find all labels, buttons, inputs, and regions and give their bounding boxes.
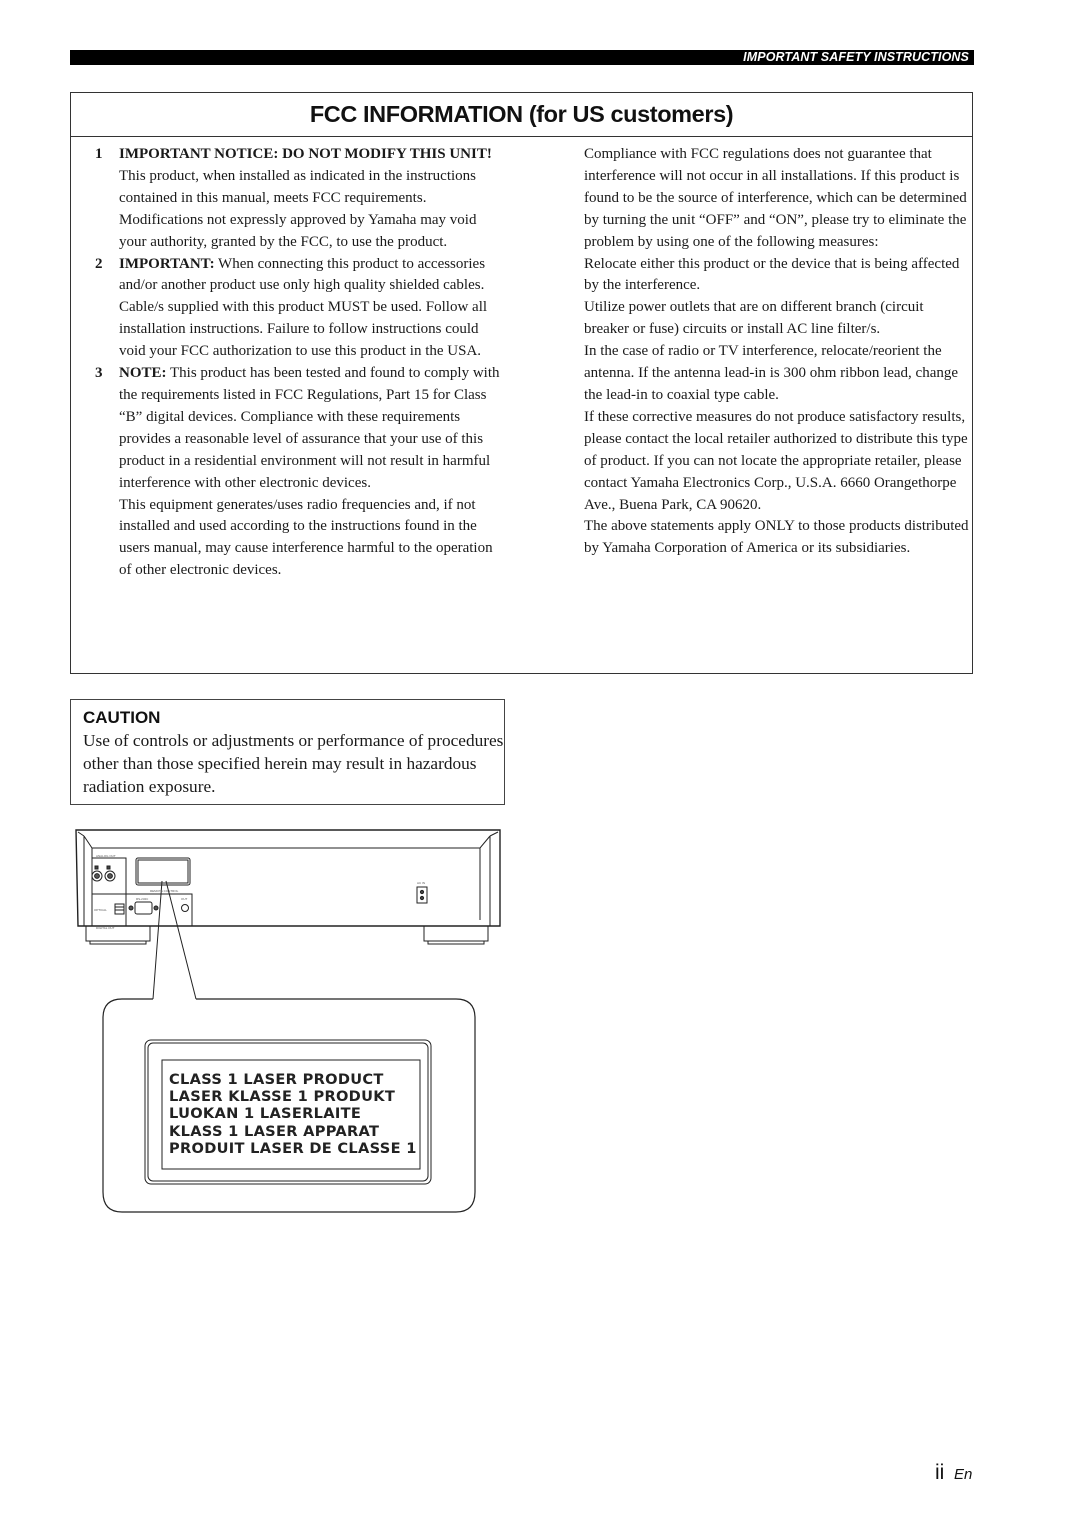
foot-right — [424, 926, 488, 944]
ac-in-pin-bottom — [420, 896, 423, 899]
analog-out-jack-l-inner — [95, 874, 100, 879]
rs232c-port — [135, 902, 152, 914]
label-rs232c: RS-232C — [136, 897, 149, 901]
rear-panel-diagram — [70, 828, 510, 1218]
analog-out-indicator-l — [95, 866, 98, 869]
laser-label-line: PRODUIT LASER DE CLASSE 1 — [169, 1139, 417, 1157]
laser-label-small-outer — [136, 858, 190, 885]
fcc-paragraph: Compliance with FCC regulations does not guarantee that interference will not occur in all installations. If this product is found to be the source of interference, which can be determined by turning the unit “OFF” and “ON”, please try to eliminate the problem by using one of the following measures: — [584, 146, 967, 250]
item-extra-text: This equipment generates/uses radio frequencies and, if not installed and used according to the instructions found in the users manual, may cause interference harmful to the operation of other electronic devices. — [119, 496, 493, 579]
ac-in-socket — [417, 887, 427, 903]
label-out: OUT — [181, 897, 188, 901]
item-number: 2 — [95, 255, 103, 272]
analog-out-jack-r-inner — [108, 874, 113, 879]
label-remote-control: REMOTE CONTROL — [150, 889, 179, 893]
chassis-outline — [76, 830, 500, 926]
label-optical: OPTICAL — [94, 908, 107, 912]
label-ac-in: AC IN — [417, 881, 426, 885]
item-number: 3 — [95, 365, 103, 382]
label-analog-out: ANALOG OUT — [96, 854, 116, 858]
remote-out-jack — [182, 905, 189, 912]
page-number: ii — [935, 1461, 945, 1484]
item-body-text: This product, when installed as indicated in the instructions contained in this manual, meets FCC requirements. Modifications not expressly approved by Yamaha may void your authority, granted by the FCC, to use the product. — [119, 167, 477, 250]
analog-out-indicator-r — [107, 866, 110, 869]
optical-port — [115, 904, 124, 914]
laser-label-line: LUOKAN 1 LASERLAITE — [169, 1105, 362, 1123]
fcc-paragraph: The above statements apply ONLY to those products distributed by Yamaha Corporation of America or its subsidiaries. — [584, 518, 969, 557]
laser-label-line: CLASS 1 LASER PRODUCT — [169, 1071, 384, 1088]
fcc-paragraph: Utilize power outlets that are on different branch (circuit breaker or fuse) circuits or install AC line filter/s. — [584, 299, 924, 338]
item-heading: NOTE: — [119, 365, 167, 382]
callout-leader-left — [153, 881, 162, 999]
item-body-text: When connecting this product to accessories and/or another product use only high quality shielded cables. Cable/s supplied with this product MUST be used. Follow all installation instructions. Failure to follow instructions could void your FCC authorization to use this product in the USA. — [119, 255, 488, 360]
rs232c-screw-l — [129, 906, 133, 910]
item-heading: IMPORTANT NOTICE: DO NOT MODIFY THIS UNIT! — [119, 146, 492, 162]
section-label: IMPORTANT SAFETY INSTRUCTIONS — [743, 50, 969, 64]
caution-text: Use of controls or adjustments or performance of procedures other than those specified herein may result in hazardous radiation exposure. — [83, 731, 504, 796]
caution-title: CAUTION — [83, 708, 161, 727]
fcc-title: FCC INFORMATION (for US customers) — [71, 93, 972, 137]
rs232c-screw-r — [154, 906, 158, 910]
fcc-right-column — [584, 144, 969, 560]
laser-label-small-inner — [138, 860, 188, 883]
label-digital-out: DIGITAL OUT — [96, 926, 115, 930]
laser-label-line: LASER KLASSE 1 PRODUKT — [169, 1088, 396, 1106]
fcc-item-1 — [95, 144, 505, 254]
item-number: 1 — [95, 146, 103, 162]
fcc-item-2 — [95, 254, 505, 364]
fcc-item-3 — [95, 363, 505, 582]
fcc-paragraph: If these corrective measures do not produce satisfactory results, please contact the local retailer authorized to distribute this type of product. If you can not locate the appropriate retailer, please contact Yamaha Electronics Corp., U.S.A. 6660 Orangethorpe Ave., Buena Park, CA 90620. — [584, 408, 968, 513]
item-body-text: This product has been tested and found to comply with the requirements listed in FCC Regulations, Part 15 for Class “B” digital devices. Compliance with these requirements provides a reasonable level of assurance that your use of this product in a residential environment will not result in harmful interference with other electronic devices. — [119, 365, 500, 491]
chassis-inner-frame — [84, 836, 490, 926]
fcc-left-column — [95, 144, 505, 582]
fcc-information-box — [70, 92, 973, 674]
item-heading: IMPORTANT: — [119, 255, 215, 272]
laser-label-line: KLASS 1 LASER APPARAT — [169, 1122, 380, 1140]
laser-product-label — [169, 1071, 417, 1157]
chassis-corner — [78, 832, 498, 836]
fcc-paragraph: In the case of radio or TV interference, relocate/reorient the antenna. If the antenna lead-in is 300 ohm ribbon lead, change the lead-in to coaxial type cable. — [584, 343, 959, 403]
caution-box — [70, 699, 505, 805]
page-language: En — [954, 1466, 973, 1483]
ac-in-pin-top — [420, 890, 423, 893]
section-header-bar — [70, 50, 974, 65]
fcc-paragraph: Relocate either this product or the device that is being affected by the interference. — [584, 255, 960, 294]
